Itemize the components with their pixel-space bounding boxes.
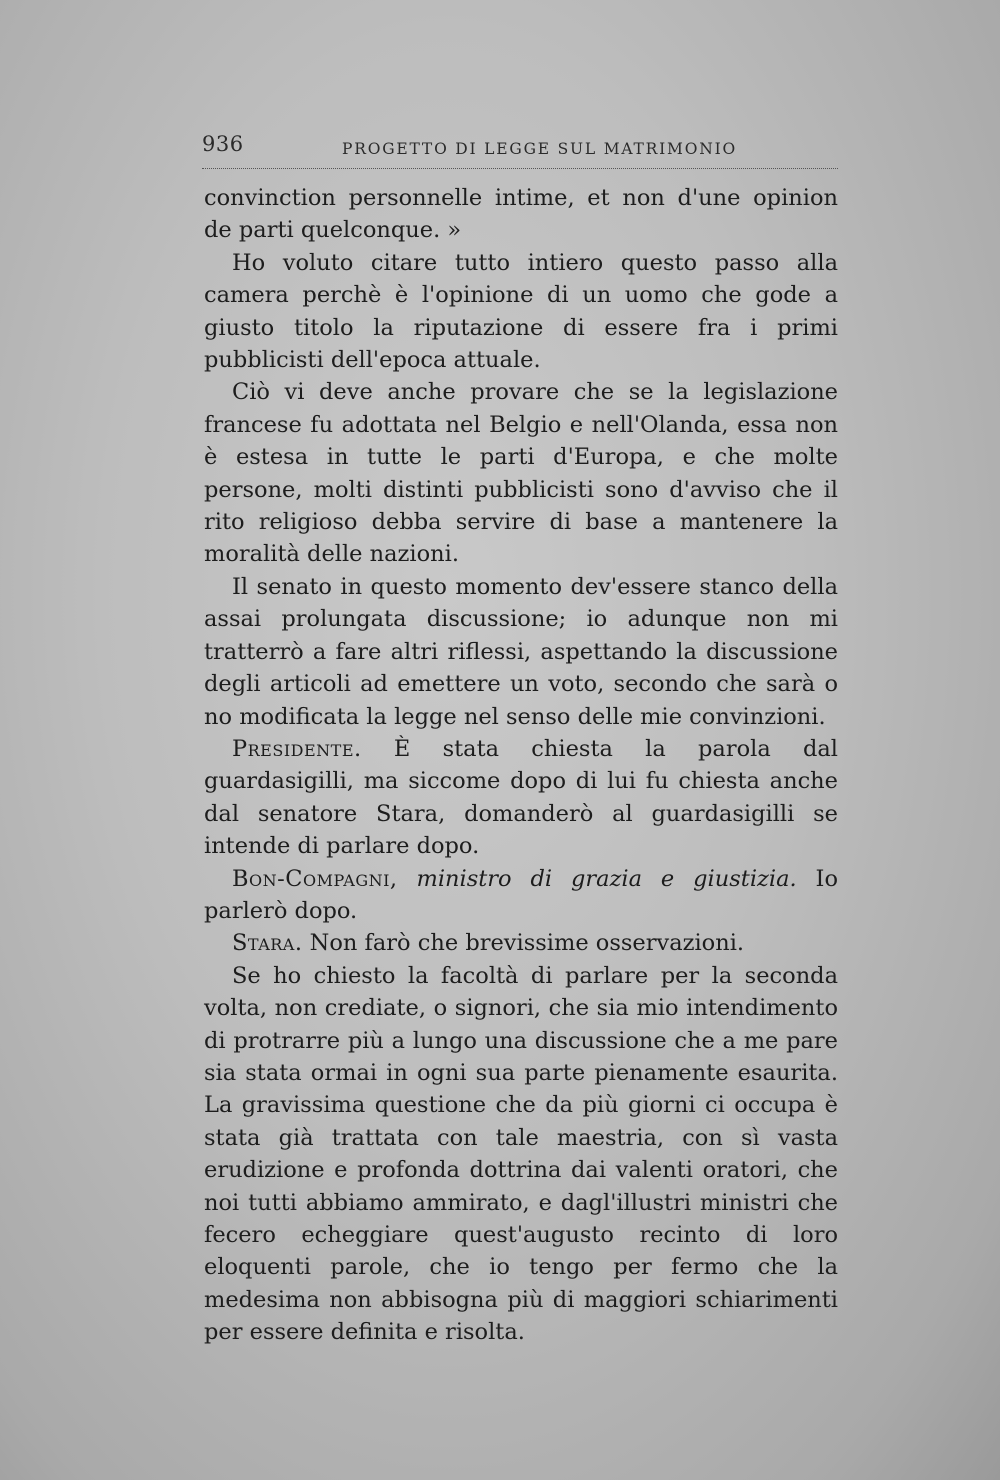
running-head	[202, 128, 838, 169]
paragraph	[204, 376, 838, 570]
speaker-title: ministro di grazia e giustizia.	[416, 865, 797, 892]
paragraph-text: È stata chiesta la parola dal guardasigilli, ma siccome dopo di lui fu chiesta anche dal senatore Stara, domanderò al guardasigilli se intende di parlare dopo.	[204, 735, 838, 860]
paragraph	[204, 182, 838, 247]
speaker-name: Stara.	[232, 930, 303, 957]
speaker-name: Bon-Compagni,	[232, 865, 398, 892]
paragraph-text: Se ho chiesto la facoltà di parlare per la seconda volta, non crediate, o signori, che sia mio intendimento di protrarre più a lungo una discussione che a me pare sia stata ormai in ogni sua parte pienamente esaurita. La gravissima questione che da più giorni ci occupa è stata già trattata con tale maestria, con sì vasta erudizione e profonda dottrina dai valenti oratori, che noi tutti abbiamo ammirato, e dagl'illustri ministri che fecero echeggiare quest'augusto recinto di loro eloquenti parole, che io tengo per fermo che la medesima non abbisogna più di maggiori schiarimenti per essere definita e risolta.	[204, 962, 838, 1346]
paragraph	[204, 927, 838, 959]
paragraph	[204, 960, 838, 1349]
body-text	[204, 182, 838, 1349]
paragraph-text: Ho voluto citare tutto intiero questo passo alla camera perchè è l'opinione di un uomo che gode a giusto titolo la riputazione di essere fra i primi pubblicisti dell'epoca attuale.	[204, 249, 838, 374]
paragraph-text: Ciò vi deve anche provare che se la legislazione francese fu adottata nel Belgio e nell'Olanda, essa non è estesa in tutte le parti d'Europa, e che molte persone, molti distinti pubblicisti sono d'avviso che il rito religioso debba servire di base a mantenere la moralità delle nazioni.	[204, 379, 838, 568]
paragraph-text: Non farò che brevissime osservazioni.	[302, 930, 745, 957]
running-title: PROGETTO DI LEGGE SUL MATRIMONIO	[342, 140, 738, 158]
paragraph	[204, 247, 838, 377]
speaker-name: Presidente.	[232, 735, 362, 762]
paragraph	[204, 863, 838, 928]
paragraph-text: convinction personnelle intime, et non d'une opinion de parti quelconque. »	[204, 185, 838, 244]
paragraph-text: Il senato in questo momento dev'essere stanco della assai prolungata discussione; io adunque non mi tratterrò a fare altri riflessi, aspettando la discussione degli articoli ad emettere un voto, secondo che sarà o no modificata la legge nel senso delle mie convinzioni.	[204, 573, 838, 730]
paragraph	[204, 571, 838, 733]
paragraph-text: Io parlerò dopo.	[204, 865, 838, 924]
paragraph-text	[398, 866, 417, 892]
paragraph	[204, 733, 838, 863]
page-number: 936	[202, 132, 244, 156]
